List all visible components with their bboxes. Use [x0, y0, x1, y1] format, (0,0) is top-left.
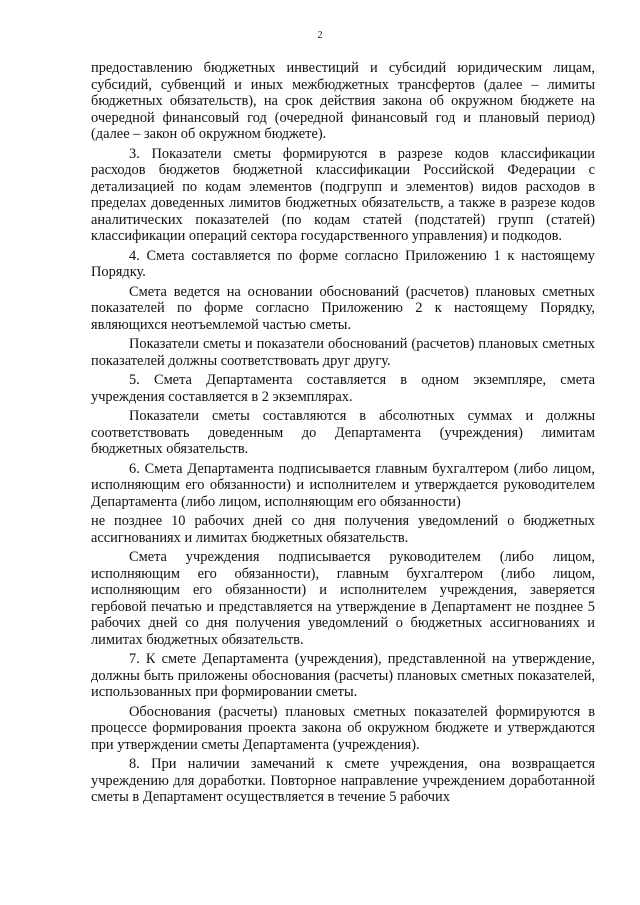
paragraph: не позднее 10 рабочих дней со дня получения уведомлений о бюджетных ассигнованиях и лимитах бюджетных обязательств. [91, 513, 595, 546]
paragraph: 3. Показатели сметы формируются в разрезе кодов классификации расходов бюджетов бюджетной классификации Российской Федерации с детализацией по кодам элементов (подгрупп и элементов) видов расходов в пределах доведенных лимитов бюджетных обязательств, а также в разрезе кодов аналитических показателей (по кодам статей (подстатей) групп (статей) классификации операций сектора государственного управления) и подкодов. [91, 145, 595, 244]
document-body [91, 60, 595, 809]
paragraph: 7. К смете Департамента (учреждения), представленной на утверждение, должны быть приложены обоснования (расчеты) плановых сметных показателей, использованных при формировании сметы. [91, 651, 595, 700]
page-number: 2 [317, 30, 323, 41]
paragraph: 5. Смета Департамента составляется в одном экземпляре, смета учреждения составляется в 2 экземплярах. [91, 372, 595, 405]
paragraph: Показатели сметы составляются в абсолютных суммах и должны соответствовать доведенным до Департамента (учреждения) лимитам бюджетных обязательств. [91, 408, 595, 457]
paragraph: Смета ведется на основании обоснований (расчетов) плановых сметных показателей по форме согласно Приложению 2 к настоящему Порядку, являющихся неотъемлемой частью сметы. [91, 283, 595, 333]
paragraph: Смета учреждения подписывается руководителем (либо лицом, исполняющим его обязанности), главным бухгалтером (либо лицом, исполняющим его обязанности) и исполнителем учреждения, заверяется гербовой печатью и представляется на утверждение в Департамент не позднее 5 рабочих дней со дня получения уведомлений о бюджетных ассигнованиях и лимитах бюджетных обязательств. [91, 549, 595, 648]
paragraph: Обоснования (расчеты) плановых сметных показателей формируются в процессе формирования проекта закона об окружном бюджете и утверждаются при утверждении сметы Департамента (учреждения). [91, 703, 595, 753]
paragraph: 8. При наличии замечаний к смете учреждения, она возвращается учреждению для доработки. Повторное направление учреждением доработанной сметы в Департамент осуществляется в течение 5 рабочих [91, 756, 595, 805]
paragraph: 6. Смета Департамента подписывается главным бухгалтером (либо лицом, исполняющим его обязанности) и исполнителем и утверждается руководителем Департамента (либо лицом, исполняющим его обязанности) [91, 460, 595, 510]
paragraph: 4. Смета составляется по форме согласно Приложению 1 к настоящему Порядку. [91, 247, 595, 280]
paragraph: предоставлению бюджетных инвестиций и субсидий юридическим лицам, субсидий, субвенций и иных межбюджетных трансфертов (далее – лимиты бюджетных обязательств), на срок действия закона об окружном бюджете на очередной финансовый год (очередной финансовый год и плановый период) (далее – закон об окружном бюджете). [91, 60, 595, 142]
paragraph: Показатели сметы и показатели обоснований (расчетов) плановых сметных показателей должны соответствовать друг другу. [91, 336, 595, 369]
